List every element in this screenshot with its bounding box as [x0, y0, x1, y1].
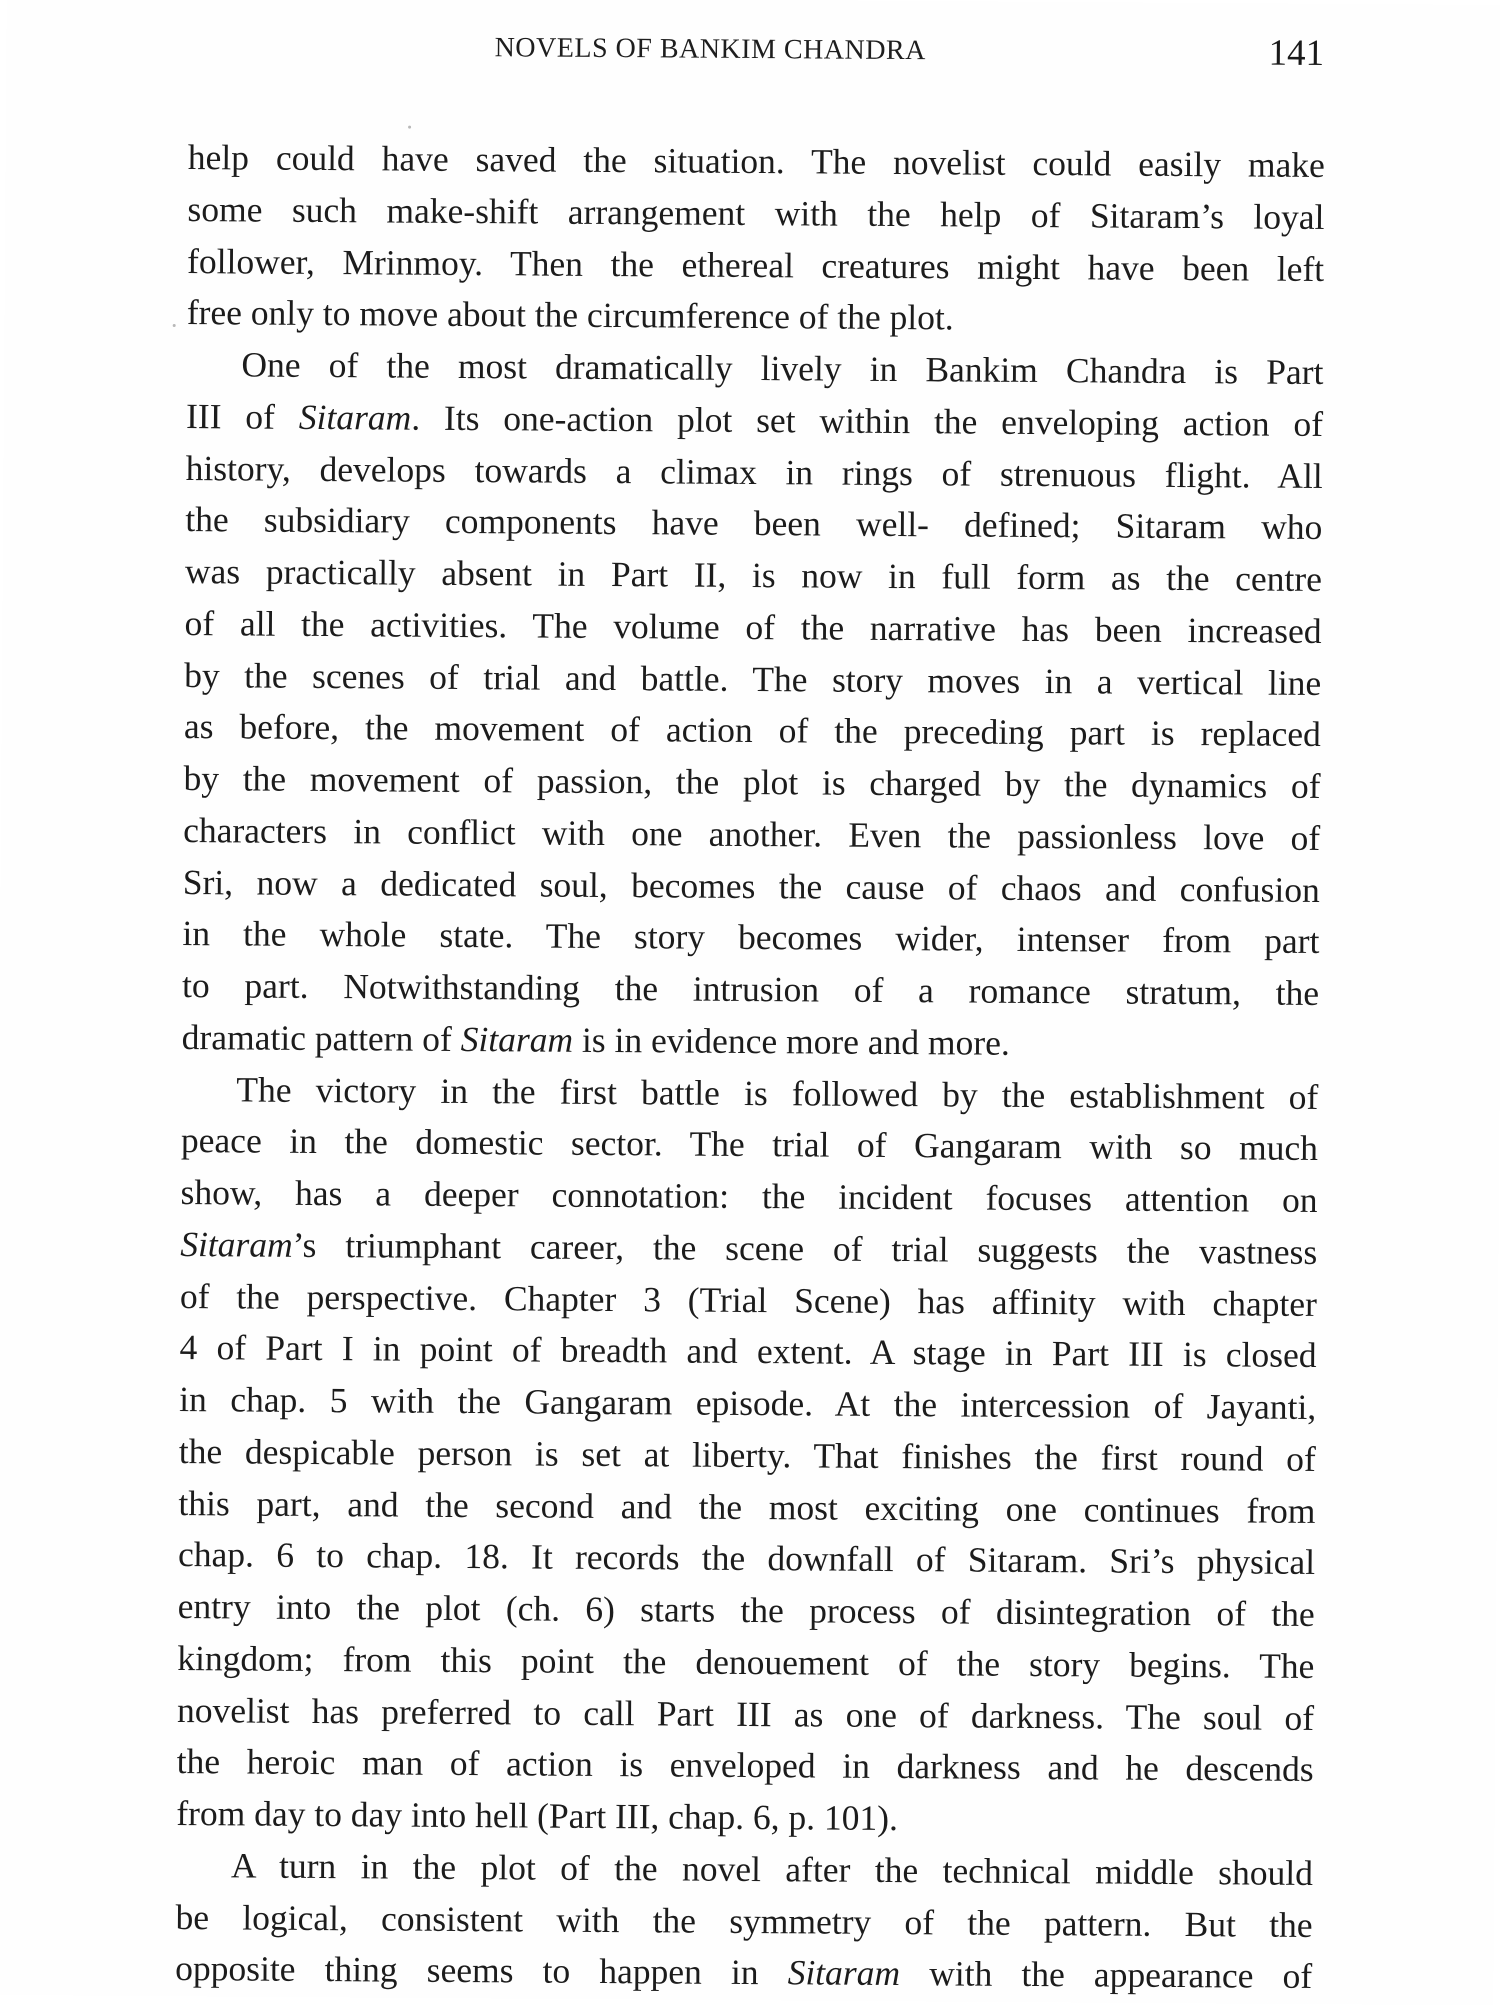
scan-speck — [408, 126, 411, 129]
text-segment: in chap. 5 with the Gangaram episode. At the intercession of Jayanti, — [179, 1379, 1317, 1427]
text-line — [188, 132, 1325, 192]
text-segment: be logical, consistent with the symmetry of the pattern. But the — [175, 1896, 1313, 1945]
text-segment: opposite thing seems to happen in — [175, 1948, 788, 1993]
text-segment: as before, the movement of action of the preceding part is replaced — [183, 706, 1322, 755]
text-segment: One of the most dramatically lively in Bankim Chandra is Part — [241, 344, 1324, 392]
text-segment: is in evidence more and more. — [572, 1019, 1010, 1063]
italic-title: Sitaram — [298, 396, 412, 438]
text-line — [181, 1064, 1318, 1124]
text-segment: novelist has preferred to call Part III as one of darkness. The soul of — [176, 1689, 1315, 1738]
text-line — [184, 598, 1321, 658]
text-line — [187, 287, 1324, 347]
text-segment: this part, and the second and the most exciting one continues from — [178, 1482, 1316, 1531]
text-segment: by the scenes of trial and battle. The story moves in a vertical line — [184, 654, 1322, 703]
paragraph — [187, 132, 1325, 347]
text-segment: some such make-shift arrangement with the help of Sitaram’s loyal — [187, 188, 1325, 237]
text-line — [184, 650, 1321, 710]
text-segment: free only to move about the circumference of the plot. — [186, 292, 954, 338]
text-line — [176, 1736, 1313, 1796]
text-segment: A turn in the plot of the novel after the technical middle should — [230, 1845, 1314, 1893]
text-line — [182, 908, 1319, 968]
text-line — [187, 184, 1324, 244]
text-segment: of the perspective. Chapter 3 (Trial Scene) has affinity with chapter — [179, 1275, 1318, 1324]
text-segment: to part. Notwithstanding the intrusion of a romance stratum, the — [181, 965, 1320, 1013]
running-head: NOVELS OF BANKIM CHANDRA — [494, 32, 926, 67]
text-line — [183, 857, 1320, 917]
text-segment: was practically absent in Part II, is now in full form as the centre — [184, 551, 1323, 599]
text-segment: help could have saved the situation. The novelist could easily make — [187, 137, 1325, 185]
text-line — [186, 339, 1323, 399]
text-line — [180, 1219, 1317, 1279]
text-segment: Sri, now a dedicated soul, becomes the cause of chaos and confusion — [182, 861, 1320, 910]
text-line — [182, 960, 1319, 1020]
text-line — [185, 494, 1322, 554]
text-segment: in the whole state. The story becomes wider, intenser from part — [182, 913, 1320, 962]
text-segment: history, develops towards a climax in rings of strenuous flight. All — [185, 447, 1323, 496]
text-line — [186, 391, 1323, 451]
text-line — [179, 1322, 1316, 1382]
scan-speck — [173, 324, 176, 327]
text-segment: kingdom; from this point the denouement of the story begins. The — [177, 1637, 1315, 1686]
text-line — [183, 753, 1320, 813]
text-segment: The victory in the first battle is followed by the establishment of — [236, 1068, 1319, 1117]
paragraph — [175, 1840, 1313, 2003]
text-line — [186, 443, 1323, 503]
italic-title: Sitaram — [460, 1018, 574, 1060]
text-segment: chap. 6 to chap. 18. It records the downfall of Sitaram. Sri’s physical — [177, 1534, 1316, 1583]
text-segment: from day to day into hell (Part III, chap. 6, p. 101). — [176, 1793, 899, 1839]
text-line — [177, 1685, 1314, 1745]
text-line — [176, 1840, 1313, 1900]
text-segment: the heroic man of action is enveloped in darkness and he descends — [176, 1741, 1314, 1790]
text-segment: of all the activities. The volume of the narrative has been increased — [184, 602, 1322, 651]
text-segment: III of — [185, 395, 299, 437]
text-segment: follower, Mrinmoy. Then the ethereal creatures might have been left — [187, 240, 1325, 289]
italic-title: Sitaram — [787, 1952, 901, 1994]
text-line — [178, 1478, 1315, 1538]
italic-title: Sitaram — [180, 1223, 293, 1265]
text-segment: with the appearance of — [899, 1953, 1313, 1997]
text-line — [182, 1012, 1319, 1072]
text-line — [180, 1271, 1317, 1331]
text-line — [175, 1892, 1312, 1952]
text-segment: entry into the plot (ch. 6) starts the process of disintegration of the — [177, 1586, 1315, 1634]
text-segment: the subsidiary components have been well- defined; Sitaram who — [185, 499, 1323, 548]
text-line — [179, 1426, 1316, 1486]
text-line — [177, 1633, 1314, 1693]
text-segment: 4 of Part I in point of breadth and extent. A stage in Part III is closed — [179, 1327, 1317, 1376]
text-line — [183, 805, 1320, 865]
text-line — [178, 1529, 1315, 1589]
paragraph — [182, 339, 1324, 1071]
text-line — [185, 546, 1322, 606]
text-line — [179, 1374, 1316, 1434]
text-segment: characters in conflict with one another. Even the passionless love of — [183, 809, 1321, 858]
text-line — [184, 701, 1321, 761]
page-number: 141 — [1268, 32, 1325, 74]
text-segment: peace in the domestic sector. The trial of Gangaram with so much — [180, 1120, 1319, 1169]
text-segment: show, has a deeper connotation: the incident focuses attention on — [180, 1172, 1318, 1220]
text-segment: dramatic pattern of — [181, 1016, 461, 1059]
text-line — [187, 236, 1324, 296]
body-text — [175, 132, 1325, 2003]
text-line — [181, 1115, 1318, 1175]
text-segment: ’s triumphant career, the scene of trial suggests the vastness — [292, 1224, 1318, 1272]
text-line — [180, 1167, 1317, 1227]
text-segment: by the movement of passion, the plot is charged by the dynamics of — [183, 758, 1321, 806]
text-line — [176, 1788, 1313, 1848]
text-line — [175, 1943, 1312, 2003]
text-segment: the despicable person is set at liberty. That finishes the first round of — [178, 1430, 1316, 1479]
text-segment: . Its one-action plot set within the enveloping action of — [411, 397, 1324, 444]
text-line — [178, 1581, 1315, 1641]
paragraph — [176, 1064, 1318, 1848]
